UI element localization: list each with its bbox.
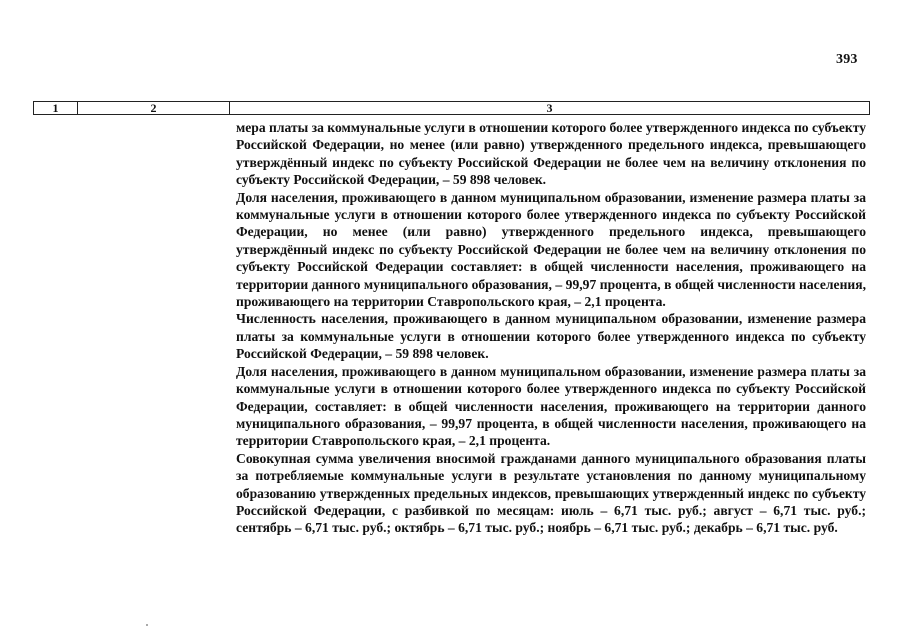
paragraph: Доля населения, проживающего в данном муниципальном образовании, изменение размера платы за коммунальные услуги в отношении которого более утвержденного индекса по субъекту Российской Федерации, составляет: в общей численности населения, проживающего на территории данного муниципального образования, – 99,97 процента, в общей численности населения, проживающего на территории Ставропольского края, – 2,1 процента. [236, 363, 866, 449]
paragraph: мера платы за коммунальные услуги в отношении которого более утвержденного индекса по субъекту Российской Федерации, но менее (или равно) утвержденного предельного индекса, превышающего утверждённый индекс по субъекту Российской Федерации не более чем на величину отклонения по субъекту Российской Федерации, – 59 898 человек. [236, 120, 867, 188]
paragraph: Численность населения, проживающего в данном муниципальном образовании, изменение размера платы за коммунальные услуги в отношении которого более утвержденного индекса по субъекту Российской Федерации, – 59 898 человек. [236, 311, 866, 362]
page-number: 393 [836, 52, 858, 67]
header-col-2: 2 [78, 102, 230, 114]
paragraph: Доля населения, проживающего в данном муниципальном образовании, изменение размера платы за коммунальные услуги в отношении которого более утвержденного индекса по субъекту Российской Федерации, но менее (или равно) утвержденного предельного индекса, превышающего утверждённый индекс по субъекту Российской Федерации не более чем на величину отклонения по субъекту Российской Федерации составляет: в общей численности населения, проживающего на территории данного муниципального образования, – 99,97 процента, в общей численности населения, проживающего на территории Ставропольского края, – 2,1 процента. [236, 189, 866, 310]
header-col-3: 3 [546, 101, 553, 115]
document-body [236, 119, 866, 537]
table-header-row [33, 101, 870, 115]
header-col-1: 1 [34, 102, 78, 114]
scan-speck [146, 624, 148, 626]
paragraph: Совокупная сумма увеличения вносимой гражданами данного муниципального образования платы за потребляемые коммунальные услуги в результате установления по данному муниципальному образованию утвержденных предельных индексов, превышающих утвержденный индекс по субъекту Российской Федерации, с разбивкой по месяцам: июль – 6,71 тыс. руб.; август – 6,71 тыс. руб.; сентябрь – 6,71 тыс. руб.; октябрь – 6,71 тыс. руб.; ноябрь – 6,71 тыс. руб.; декабрь – 6,71 тыс. руб. [236, 450, 866, 536]
